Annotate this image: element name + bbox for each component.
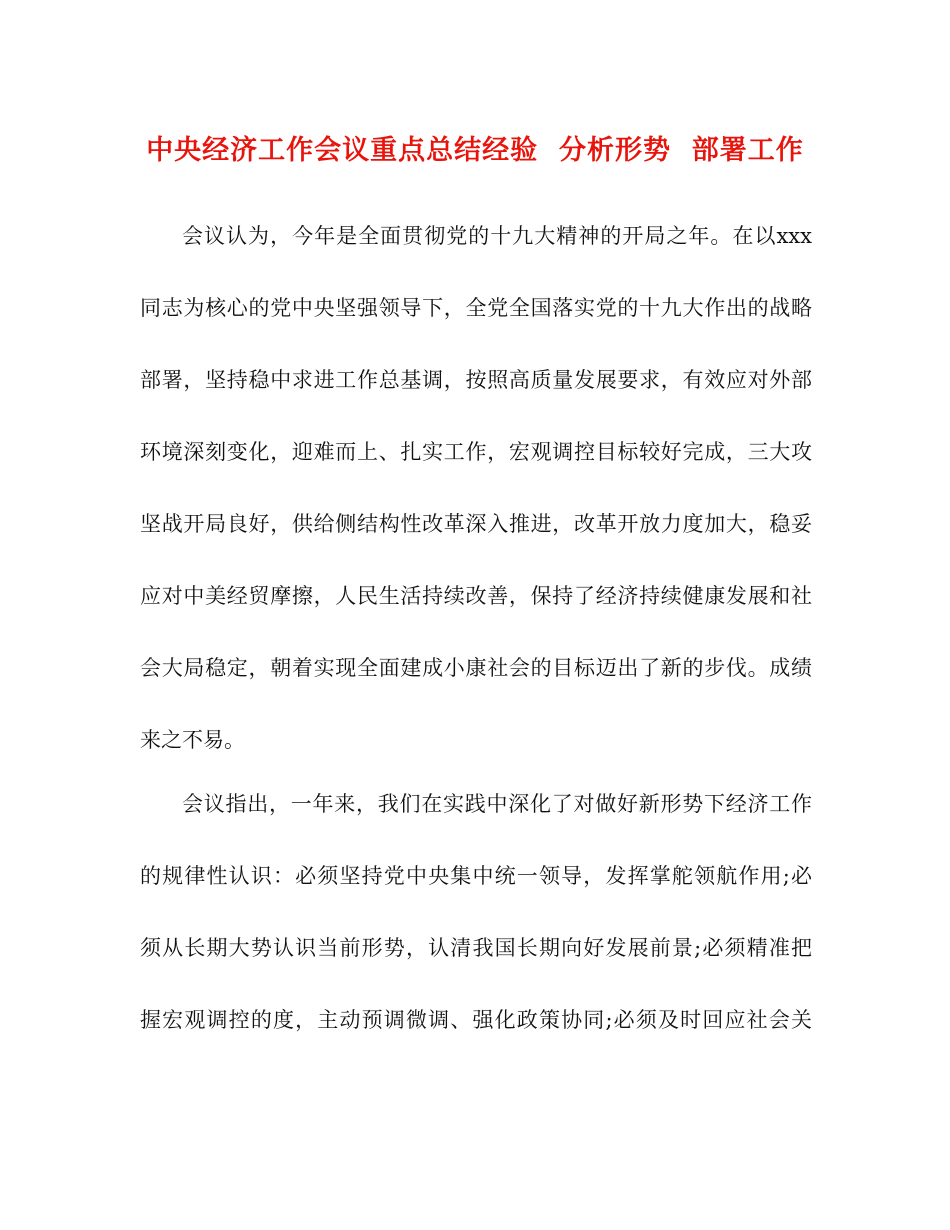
paragraph-line: 环境深刻变化，迎难而上、扎实工作，宏观调控目标较好完成，三大攻 bbox=[140, 440, 812, 464]
document-title: 中央经济工作会议重点总结经验 分析形势 部署工作 bbox=[146, 135, 804, 166]
paragraph-line: 须从长期大势认识当前形势，认清我国长期向好发展前景;必须精准把 bbox=[140, 936, 812, 960]
paragraph-line: 握宏观调控的度，主动预调微调、强化政策协同;必须及时回应社会关 bbox=[140, 1008, 812, 1032]
paragraph-line: 的规律性认识：必须坚持党中央集中统一领导，发挥掌舵领航作用;必 bbox=[140, 864, 812, 888]
paragraph-line: 来之不易。 bbox=[140, 728, 245, 752]
paragraph-line: 坚战开局良好，供给侧结构性改革深入推进，改革开放力度加大，稳妥 bbox=[140, 512, 812, 536]
paragraph-line: 会议指出，一年来，我们在实践中深化了对做好新形势下经济工作 bbox=[182, 792, 812, 816]
paragraph-line: 会议认为，今年是全面贯彻党的十九大精神的开局之年。在以xxx bbox=[182, 224, 812, 248]
paragraph-line: 同志为核心的党中央坚强领导下，全党全国落实党的十九大作出的战略 bbox=[140, 296, 812, 320]
paragraph-line: 会大局稳定，朝着实现全面建成小康社会的目标迈出了新的步伐。成绩 bbox=[140, 656, 812, 680]
paragraph-line: 部署，坚持稳中求进工作总基调，按照高质量发展要求，有效应对外部 bbox=[140, 368, 812, 392]
paragraph-line: 应对中美经贸摩擦，人民生活持续改善，保持了经济持续健康发展和社 bbox=[140, 584, 812, 608]
